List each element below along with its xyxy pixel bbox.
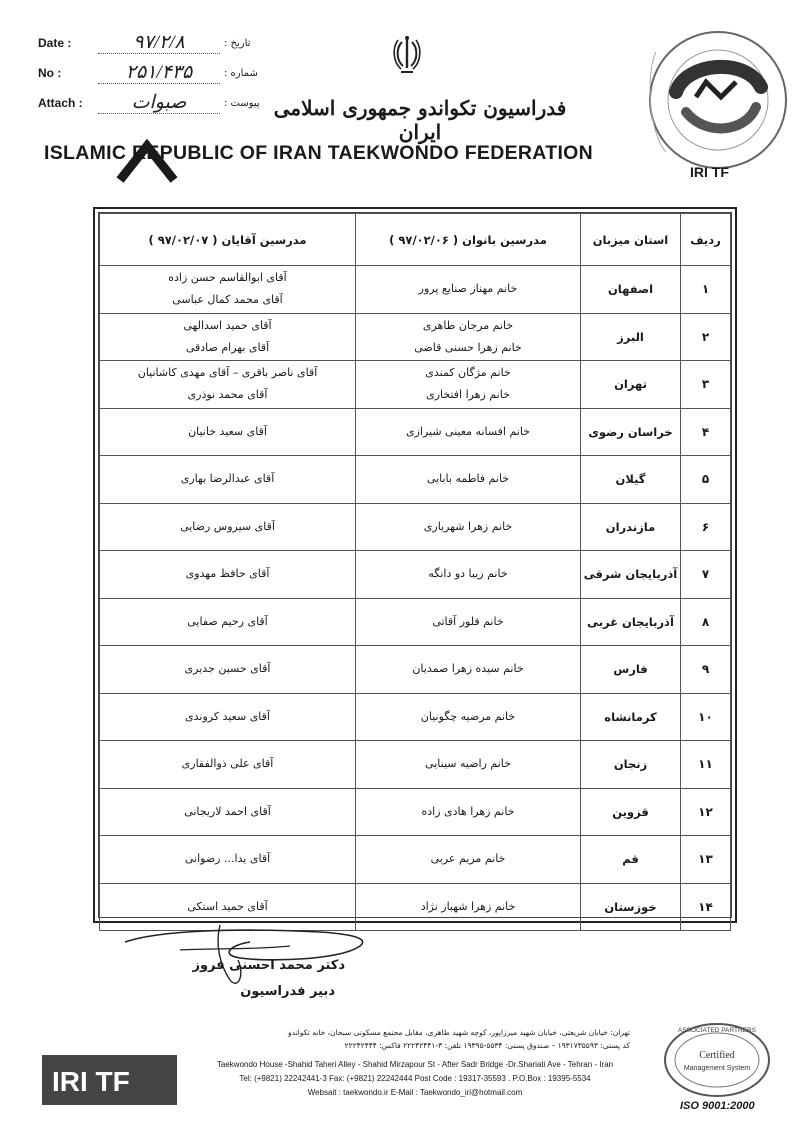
table-row <box>100 646 731 694</box>
cell-province: تهران <box>581 361 681 409</box>
cell-row-number: ۶ <box>681 503 731 551</box>
header-province: استان میزبان <box>581 214 681 266</box>
cell-row-number: ۱۲ <box>681 788 731 836</box>
cell-female-coaches <box>356 741 581 789</box>
table-body <box>100 266 731 931</box>
cell-male-coaches <box>100 456 356 504</box>
male-coach-name: آقای سعید خانیان <box>188 424 267 438</box>
cell-female-coaches <box>356 693 581 741</box>
female-coach-name: خانم زهرا شهریاری <box>423 519 513 533</box>
male-coach-name: آقای حمید استکی <box>187 899 268 913</box>
male-coach-name: آقای بهرام صادقی <box>185 340 270 354</box>
number-label-fa: شماره : <box>224 67 258 79</box>
cell-male-coaches <box>100 646 356 694</box>
footer-address-en-line: Taekwondo House -Shahid Taheri Alley - Shahid Mirzapour St - After Sadr Bridge -Dr.Shariati Ave - Tehran - Iran <box>216 1060 614 1069</box>
male-coach-name: آقای عبدالرضا بهاری <box>180 472 275 486</box>
attach-label: Attach : <box>38 96 83 110</box>
cell-female-coaches <box>356 266 581 314</box>
table-row <box>100 361 731 409</box>
male-coach-name: آقای حافظ مهدوی <box>185 567 270 581</box>
seal-mid-text-2: Management System <box>683 1065 751 1072</box>
footer-address-fa <box>200 1026 630 1052</box>
cell-male-coaches <box>100 551 356 599</box>
cell-row-number: ۷ <box>681 551 731 599</box>
iso-seal-icon <box>662 1020 772 1100</box>
cell-row-number: ۳ <box>681 361 731 409</box>
signature-icon <box>120 920 380 990</box>
cell-male-coaches <box>100 313 356 361</box>
cell-female-coaches <box>356 361 581 409</box>
female-coach-name: خانم زهرا حسنی قاضی <box>414 340 522 354</box>
cell-male-coaches <box>100 741 356 789</box>
cell-province: اصفهان <box>581 266 681 314</box>
cell-row-number: ۱۴ <box>681 883 731 931</box>
iso-label: ISO 9001:2000 <box>680 1100 755 1112</box>
male-coach-name: آقای یدا... رضوانی <box>184 852 271 866</box>
cell-male-coaches <box>100 598 356 646</box>
cell-province: قم <box>581 836 681 884</box>
cell-female-coaches <box>356 646 581 694</box>
header-male: مدرسین آقایان ( ۹۷/۰۲/۰۷ ) <box>100 214 356 266</box>
date-row <box>38 28 268 58</box>
attach-label-fa: پیوست : <box>224 97 260 109</box>
female-coach-name: خانم مرجان طاهری <box>422 318 514 332</box>
female-coach-name: خانم فاطمه بابایی <box>426 472 510 486</box>
cell-male-coaches <box>100 836 356 884</box>
cell-female-coaches <box>356 883 581 931</box>
signatory-name: دکتر محمد احسنی فروز <box>192 958 345 973</box>
male-coach-name: آقای ناصر باقری – آقای مهدی کاشانیان <box>137 366 318 380</box>
cell-female-coaches <box>356 408 581 456</box>
table-header-row <box>100 214 731 266</box>
federation-title-fa: فدراسیون تکواندو جمهوری اسلامی ایران <box>273 96 567 144</box>
table-row <box>100 836 731 884</box>
cell-male-coaches <box>100 266 356 314</box>
female-coach-name: خانم مهناز صنایع پرور <box>418 282 518 296</box>
cell-province: زنجان <box>581 741 681 789</box>
male-coach-name: آقای ابوالقاسم حسن زاده <box>168 271 287 285</box>
table-row <box>100 551 731 599</box>
federation-logo-text: IRI TF <box>690 164 729 180</box>
female-coach-name: خانم سیده زهرا صمدیان <box>412 662 524 676</box>
cell-row-number: ۴ <box>681 408 731 456</box>
federation-logo-icon <box>636 12 796 187</box>
cell-row-number: ۸ <box>681 598 731 646</box>
female-coach-name: خانم زیبا دو دانگه <box>428 567 508 581</box>
seal-top-text: ASSOCIATED PARTNERS <box>677 1027 757 1034</box>
number-row <box>38 58 268 88</box>
cell-row-number: ۹ <box>681 646 731 694</box>
male-coach-name: آقای محمد نوذری <box>187 388 268 402</box>
footer-web-line: Websait : taekwondo.ir E-Mail : Taekwondo_iri@hotmail.com <box>307 1088 523 1097</box>
letter-meta <box>38 28 268 118</box>
female-coach-name: خانم مژگان کمندی <box>425 366 511 380</box>
cell-province: کرمانشاه <box>581 693 681 741</box>
male-coach-name: آقای علی ذوالفقاری <box>181 757 274 771</box>
male-coach-name: آقای محمد کمال عباسی <box>172 293 283 307</box>
cell-row-number: ۱۰ <box>681 693 731 741</box>
footer-address-fa-line2: کد پستی: ۱۹۳۱۷۳۵۵۹۳ – صندوق پستی: ۵۵۳۴-۱۹۳۹۵ تلفن: ۳-۲۲۲۴۲۴۴۱ فاکس: ۲۲۲۴۲۴۴۴ <box>344 1041 630 1050</box>
cell-row-number: ۲ <box>681 313 731 361</box>
cell-male-coaches <box>100 693 356 741</box>
table-row <box>100 598 731 646</box>
footer-logo-text: IRI TF <box>52 1066 130 1097</box>
footer-address-en <box>195 1058 635 1100</box>
female-coach-name: خانم زهرا افتخاری <box>426 388 510 402</box>
male-coach-name: آقای حسین جدیری <box>184 662 271 676</box>
table-row <box>100 693 731 741</box>
cell-row-number: ۱۱ <box>681 741 731 789</box>
table-row <box>100 788 731 836</box>
table-row <box>100 266 731 314</box>
date-label-fa: تاریخ : <box>224 37 251 49</box>
female-coach-name: خانم زهرا شهباز نژاد <box>420 899 516 913</box>
cell-female-coaches <box>356 503 581 551</box>
female-coach-name: خانم مرضیه چگونیان <box>420 709 516 723</box>
cell-province: مازندران <box>581 503 681 551</box>
male-coach-name: آقای احمد لاریجانی <box>184 804 271 818</box>
signatory-role: دبیر فدراسیون <box>240 984 335 999</box>
table-row <box>100 408 731 456</box>
footer-logo-icon <box>42 1055 177 1105</box>
cell-province: البرز <box>581 313 681 361</box>
coaches-table-frame <box>93 207 737 923</box>
coaches-table <box>99 213 731 931</box>
female-coach-name: خانم راضیه سینایی <box>425 757 511 771</box>
cell-row-number: ۱ <box>681 266 731 314</box>
footer-phone-line: Tel: (+9821) 22242441-3 Fax: (+9821) 22242444 Post Code : 19317-35593 . P.O.Box : 19395-5534 <box>239 1074 591 1083</box>
male-coach-name: آقای حمید اسدالهی <box>183 318 272 332</box>
cell-province: فارس <box>581 646 681 694</box>
table-row <box>100 313 731 361</box>
header-female: مدرسین بانوان ( ۹۷/۰۲/۰۶ ) <box>356 214 581 266</box>
number-value: ۲۵۱/۴۳۵ <box>98 62 220 84</box>
cell-male-coaches <box>100 361 356 409</box>
table-row <box>100 503 731 551</box>
cell-province: گیلان <box>581 456 681 504</box>
footer-address-fa-line1: تهران: خیابان شریعتی، خیابان شهید میرزاپور، کوچه شهید طاهری، مقابل مجتمع مسکونی سبحان، خانه تکواندو <box>288 1028 630 1037</box>
date-value: ۹۷/۲/۸ <box>98 32 220 54</box>
table-row <box>100 456 731 504</box>
coaches-table-inner <box>98 212 732 918</box>
cell-row-number: ۵ <box>681 456 731 504</box>
cell-female-coaches <box>356 836 581 884</box>
male-coach-name: آقای رحیم صفایی <box>187 614 268 628</box>
iran-emblem-icon <box>392 34 422 76</box>
female-coach-name: خانم مریم عربی <box>430 852 506 866</box>
number-label: No : <box>38 66 62 80</box>
cell-row-number: ۱۳ <box>681 836 731 884</box>
cell-male-coaches <box>100 408 356 456</box>
federation-title-en: ISLAMIC REPUBLIC OF IRAN TAEKWONDO FEDERATION <box>44 142 594 164</box>
female-coach-name: خانم زهرا هادی زاده <box>421 804 515 818</box>
cell-province: آذربایجان شرقی <box>581 551 681 599</box>
female-coach-name: خانم فلور آقاتی <box>432 614 504 628</box>
female-coach-name: خانم افسانه معینی شیرازی <box>405 424 531 438</box>
cell-province: خوزستان <box>581 883 681 931</box>
cell-female-coaches <box>356 456 581 504</box>
cell-female-coaches <box>356 598 581 646</box>
cell-male-coaches <box>100 788 356 836</box>
cell-female-coaches <box>356 313 581 361</box>
cell-male-coaches <box>100 503 356 551</box>
cell-female-coaches <box>356 788 581 836</box>
seal-mid-text-1: Certified <box>699 1050 735 1061</box>
male-coach-name: آقای سیروس رضایی <box>180 519 275 533</box>
cell-province: خراسان رضوی <box>581 408 681 456</box>
header-no: ردیف <box>681 214 731 266</box>
male-coach-name: آقای سعید کروندی <box>185 709 270 723</box>
table-row <box>100 741 731 789</box>
cell-province: قزوین <box>581 788 681 836</box>
attach-row <box>38 88 268 118</box>
cell-province: آذربایجان غربی <box>581 598 681 646</box>
attach-value: صبوات <box>98 92 220 114</box>
date-label: Date : <box>38 36 72 50</box>
cell-female-coaches <box>356 551 581 599</box>
